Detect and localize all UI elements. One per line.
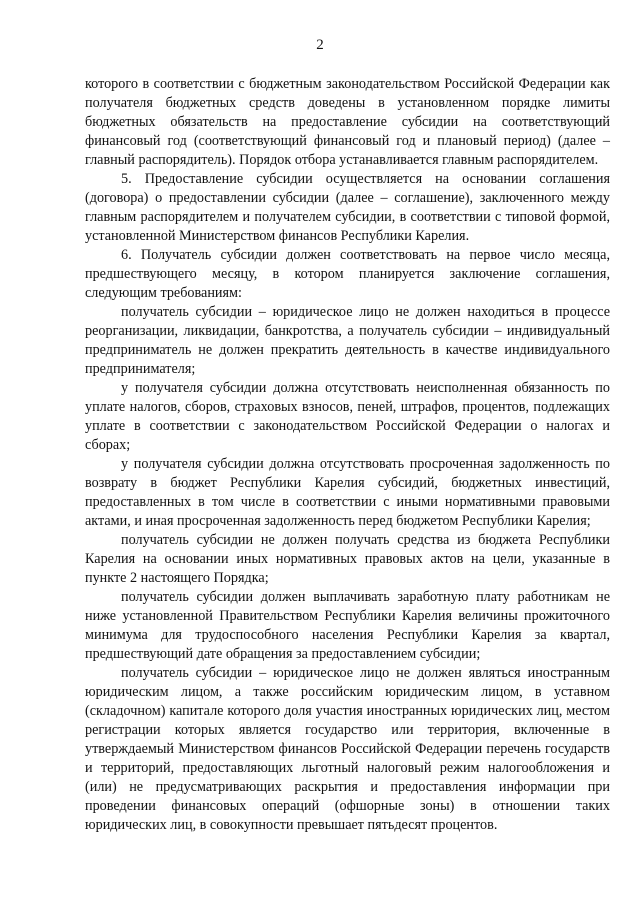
requirement-minimum-wage: получатель субсидии должен выплачивать заработную плату работникам не ниже установленной Правительством Республики Карелия величины прожиточного минимума для трудоспособного населения Республики Карелия за квартал, предшествующий дате обращения за предоставлением субсидии; bbox=[85, 589, 610, 662]
requirement-no-other-funding: получатель субсидии не должен получать средства из бюджета Республики Карелия на основании иных нормативных правовых актов на цели, указанные в пункте 2 настоящего Порядка; bbox=[85, 532, 610, 586]
paragraph-item-5: 5. Предоставление субсидии осуществляется на основании соглашения (договора) о предоставлении субсидии (далее – соглашение), заключенного между главным распорядителем и получателем субсидии, в соответствии с типовой формой, установленной Министерством финансов Республики Карелия. bbox=[85, 171, 610, 244]
page-number: 2 bbox=[316, 37, 324, 53]
requirement-no-reorganization: получатель субсидии – юридическое лицо не должен находиться в процессе реорганизации, ликвидации, банкротства, а получатель субсидии – индивидуальный предприниматель не должен прекратить деятельность в качестве индивидуального предпринимателя; bbox=[85, 304, 610, 377]
paragraph-item-6: 6. Получатель субсидии должен соответствовать на первое число месяца, предшествующего месяцу, в котором планируется заключение соглашения, следующим требованиям: bbox=[85, 247, 610, 301]
paragraph-continuation: которого в соответствии с бюджетным законодательством Российской Федерации как получателя бюджетных средств доведены в установленном порядке лимиты бюджетных обязательств на предоставление субсидии на соответствующий финансовый год (соответствующий финансовый год и плановый период) (далее – главный распорядитель). Порядок отбора устанавливается главным распорядителем. bbox=[85, 76, 610, 168]
requirement-no-budget-debt: у получателя субсидии должна отсутствовать просроченная задолженность по возврату в бюджет Республики Карелия субсидий, бюджетных инвестиций, предоставленных в том числе в соответствии с иными нормативными правовыми актами, и иная просроченная задолженность перед бюджетом Республики Карелия; bbox=[85, 456, 610, 529]
document-body bbox=[85, 75, 610, 835]
requirement-no-tax-debt: у получателя субсидии должна отсутствовать неисполненная обязанность по уплате налогов, сборов, страховых взносов, пеней, штрафов, процентов, подлежащих уплате в соответствии с законодательством Российской Федерации о налогах и сборах; bbox=[85, 380, 610, 453]
requirement-not-foreign-entity: получатель субсидии – юридическое лицо не должен являться иностранным юридическим лицом, а также российским юридическим лицом, в уставном (складочном) капитале которого доля участия иностранных юридических лиц, местом регистрации которых является государство или территория, включенные в утверждаемый Министерством финансов Российской Федерации перечень государств и территорий, предоставляющих льготный налоговый режим налогообложения и (или) не предусматривающих раскрытия и предоставления информации при проведении финансовых операций (офшорные зоны) в отношении таких юридических лиц, в совокупности превышает пятьдесят процентов. bbox=[85, 665, 610, 833]
